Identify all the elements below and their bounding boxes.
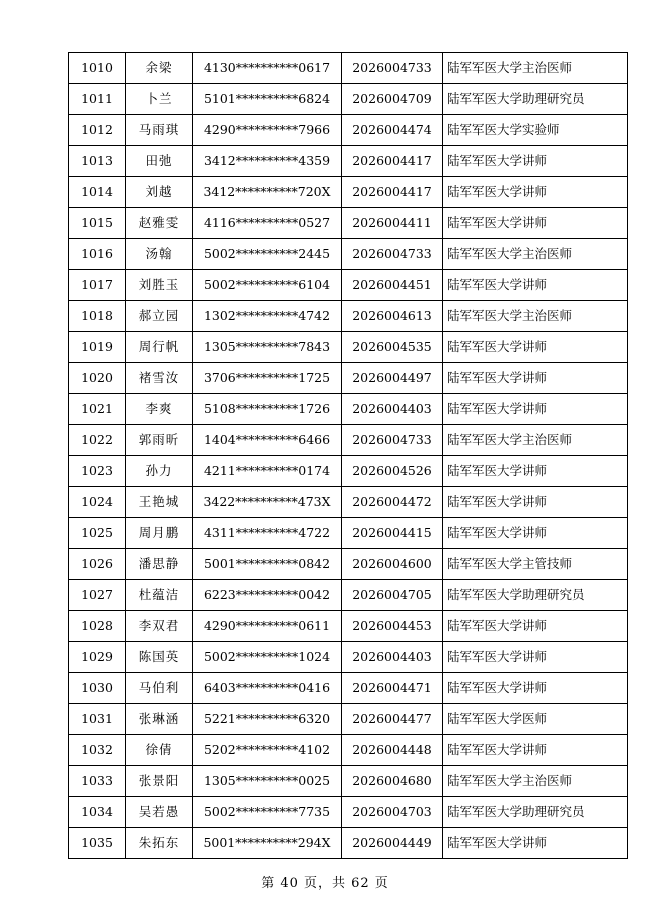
- cell-unit: 陆军军医大学讲师: [443, 611, 628, 642]
- cell-sequence: 1022: [69, 425, 126, 456]
- table-row: [69, 425, 628, 456]
- cell-unit: 陆军军医大学主治医师: [443, 53, 628, 84]
- cell-sequence: 1013: [69, 146, 126, 177]
- cell-name: 褚雪汝: [126, 363, 193, 394]
- cell-name: 刘越: [126, 177, 193, 208]
- cell-id-number: 5002**********1024: [193, 642, 342, 673]
- cell-sequence: 1019: [69, 332, 126, 363]
- cell-code: 2026004709: [342, 84, 443, 115]
- cell-sequence: 1014: [69, 177, 126, 208]
- cell-code: 2026004448: [342, 735, 443, 766]
- cell-code: 2026004417: [342, 146, 443, 177]
- cell-id-number: 5001**********294X: [193, 828, 342, 859]
- table-row: [69, 115, 628, 146]
- cell-code: 2026004733: [342, 53, 443, 84]
- cell-unit: 陆军军医大学主治医师: [443, 766, 628, 797]
- cell-sequence: 1015: [69, 208, 126, 239]
- cell-unit: 陆军军医大学助理研究员: [443, 797, 628, 828]
- cell-code: 2026004411: [342, 208, 443, 239]
- cell-id-number: 5108**********1726: [193, 394, 342, 425]
- cell-id-number: 1302**********4742: [193, 301, 342, 332]
- table-row: [69, 766, 628, 797]
- cell-id-number: 3706**********1725: [193, 363, 342, 394]
- table-row: [69, 53, 628, 84]
- cell-name: 马伯利: [126, 673, 193, 704]
- cell-name: 陈国英: [126, 642, 193, 673]
- cell-sequence: 1035: [69, 828, 126, 859]
- cell-id-number: 4290**********0611: [193, 611, 342, 642]
- cell-name: 田弛: [126, 146, 193, 177]
- cell-sequence: 1025: [69, 518, 126, 549]
- cell-name: 李爽: [126, 394, 193, 425]
- cell-unit: 陆军军医大学讲师: [443, 518, 628, 549]
- cell-unit: 陆军军医大学主治医师: [443, 425, 628, 456]
- cell-code: 2026004600: [342, 549, 443, 580]
- cell-id-number: 3412**********4359: [193, 146, 342, 177]
- table-row: [69, 642, 628, 673]
- table-row: [69, 208, 628, 239]
- cell-name: 赵雅雯: [126, 208, 193, 239]
- cell-id-number: 4130**********0617: [193, 53, 342, 84]
- cell-unit: 陆军军医大学主治医师: [443, 301, 628, 332]
- cell-sequence: 1024: [69, 487, 126, 518]
- cell-unit: 陆军军医大学实验师: [443, 115, 628, 146]
- roster-table-body: [69, 53, 628, 859]
- cell-sequence: 1012: [69, 115, 126, 146]
- table-row: [69, 704, 628, 735]
- cell-unit: 陆军军医大学讲师: [443, 208, 628, 239]
- cell-code: 2026004703: [342, 797, 443, 828]
- cell-name: 郭雨昕: [126, 425, 193, 456]
- cell-code: 2026004403: [342, 642, 443, 673]
- cell-id-number: 4211**********0174: [193, 456, 342, 487]
- cell-id-number: 4290**********7966: [193, 115, 342, 146]
- cell-id-number: 5002**********2445: [193, 239, 342, 270]
- cell-sequence: 1010: [69, 53, 126, 84]
- cell-id-number: 3412**********720X: [193, 177, 342, 208]
- cell-name: 刘胜玉: [126, 270, 193, 301]
- cell-id-number: 3422**********473X: [193, 487, 342, 518]
- table-row: [69, 84, 628, 115]
- table-row: [69, 270, 628, 301]
- cell-id-number: 4116**********0527: [193, 208, 342, 239]
- cell-sequence: 1023: [69, 456, 126, 487]
- cell-name: 余梁: [126, 53, 193, 84]
- table-row: [69, 177, 628, 208]
- cell-unit: 陆军军医大学主管技师: [443, 549, 628, 580]
- cell-id-number: 1305**********0025: [193, 766, 342, 797]
- cell-unit: 陆军军医大学助理研究员: [443, 580, 628, 611]
- cell-code: 2026004613: [342, 301, 443, 332]
- cell-unit: 陆军军医大学讲师: [443, 270, 628, 301]
- cell-unit: 陆军军医大学讲师: [443, 642, 628, 673]
- cell-id-number: 5001**********0842: [193, 549, 342, 580]
- cell-id-number: 5202**********4102: [193, 735, 342, 766]
- cell-sequence: 1021: [69, 394, 126, 425]
- cell-name: 徐倩: [126, 735, 193, 766]
- table-row: [69, 394, 628, 425]
- cell-name: 卜兰: [126, 84, 193, 115]
- cell-unit: 陆军军医大学讲师: [443, 828, 628, 859]
- cell-name: 郝立园: [126, 301, 193, 332]
- cell-code: 2026004451: [342, 270, 443, 301]
- cell-code: 2026004415: [342, 518, 443, 549]
- cell-code: 2026004471: [342, 673, 443, 704]
- cell-name: 朱拓东: [126, 828, 193, 859]
- cell-code: 2026004472: [342, 487, 443, 518]
- cell-code: 2026004535: [342, 332, 443, 363]
- cell-sequence: 1028: [69, 611, 126, 642]
- cell-id-number: 5221**********6320: [193, 704, 342, 735]
- cell-name: 潘思静: [126, 549, 193, 580]
- cell-name: 周行帆: [126, 332, 193, 363]
- table-row: [69, 456, 628, 487]
- cell-sequence: 1026: [69, 549, 126, 580]
- cell-name: 马雨琪: [126, 115, 193, 146]
- cell-unit: 陆军军医大学讲师: [443, 673, 628, 704]
- cell-name: 王艳城: [126, 487, 193, 518]
- cell-id-number: 5002**********6104: [193, 270, 342, 301]
- table-row: [69, 487, 628, 518]
- cell-code: 2026004526: [342, 456, 443, 487]
- cell-unit: 陆军军医大学主治医师: [443, 239, 628, 270]
- cell-sequence: 1033: [69, 766, 126, 797]
- cell-code: 2026004680: [342, 766, 443, 797]
- table-row: [69, 828, 628, 859]
- cell-code: 2026004449: [342, 828, 443, 859]
- cell-id-number: 1404**********6466: [193, 425, 342, 456]
- table-row: [69, 301, 628, 332]
- cell-unit: 陆军军医大学医师: [443, 704, 628, 735]
- table-row: [69, 518, 628, 549]
- cell-sequence: 1020: [69, 363, 126, 394]
- cell-code: 2026004453: [342, 611, 443, 642]
- cell-code: 2026004705: [342, 580, 443, 611]
- cell-sequence: 1032: [69, 735, 126, 766]
- table-row: [69, 797, 628, 828]
- cell-unit: 陆军军医大学讲师: [443, 487, 628, 518]
- table-row: [69, 363, 628, 394]
- cell-id-number: 6403**********0416: [193, 673, 342, 704]
- cell-sequence: 1016: [69, 239, 126, 270]
- table-row: [69, 239, 628, 270]
- cell-sequence: 1017: [69, 270, 126, 301]
- cell-name: 吴若愚: [126, 797, 193, 828]
- cell-sequence: 1029: [69, 642, 126, 673]
- cell-sequence: 1034: [69, 797, 126, 828]
- cell-code: 2026004417: [342, 177, 443, 208]
- table-row: [69, 673, 628, 704]
- cell-unit: 陆军军医大学讲师: [443, 394, 628, 425]
- cell-name: 周月鹏: [126, 518, 193, 549]
- cell-sequence: 1027: [69, 580, 126, 611]
- cell-code: 2026004733: [342, 239, 443, 270]
- cell-sequence: 1018: [69, 301, 126, 332]
- cell-sequence: 1030: [69, 673, 126, 704]
- table-row: [69, 549, 628, 580]
- cell-code: 2026004403: [342, 394, 443, 425]
- table-row: [69, 611, 628, 642]
- cell-id-number: 1305**********7843: [193, 332, 342, 363]
- cell-unit: 陆军军医大学讲师: [443, 456, 628, 487]
- cell-code: 2026004474: [342, 115, 443, 146]
- cell-sequence: 1031: [69, 704, 126, 735]
- cell-unit: 陆军军医大学讲师: [443, 146, 628, 177]
- cell-unit: 陆军军医大学讲师: [443, 332, 628, 363]
- cell-id-number: 6223**********0042: [193, 580, 342, 611]
- cell-name: 汤翰: [126, 239, 193, 270]
- roster-table: [68, 52, 628, 859]
- cell-id-number: 5101**********6824: [193, 84, 342, 115]
- cell-unit: 陆军军医大学讲师: [443, 363, 628, 394]
- cell-name: 张琳涵: [126, 704, 193, 735]
- table-row: [69, 735, 628, 766]
- cell-unit: 陆军军医大学讲师: [443, 177, 628, 208]
- cell-id-number: 4311**********4722: [193, 518, 342, 549]
- page-footer: 第 40 页，共 62 页: [261, 876, 389, 891]
- table-row: [69, 146, 628, 177]
- cell-name: 杜蕴洁: [126, 580, 193, 611]
- cell-sequence: 1011: [69, 84, 126, 115]
- table-row: [69, 332, 628, 363]
- table-row: [69, 580, 628, 611]
- cell-name: 张景阳: [126, 766, 193, 797]
- cell-name: 孙力: [126, 456, 193, 487]
- cell-code: 2026004733: [342, 425, 443, 456]
- cell-unit: 陆军军医大学助理研究员: [443, 84, 628, 115]
- cell-code: 2026004477: [342, 704, 443, 735]
- cell-name: 李双君: [126, 611, 193, 642]
- cell-id-number: 5002**********7735: [193, 797, 342, 828]
- cell-unit: 陆军军医大学讲师: [443, 735, 628, 766]
- cell-code: 2026004497: [342, 363, 443, 394]
